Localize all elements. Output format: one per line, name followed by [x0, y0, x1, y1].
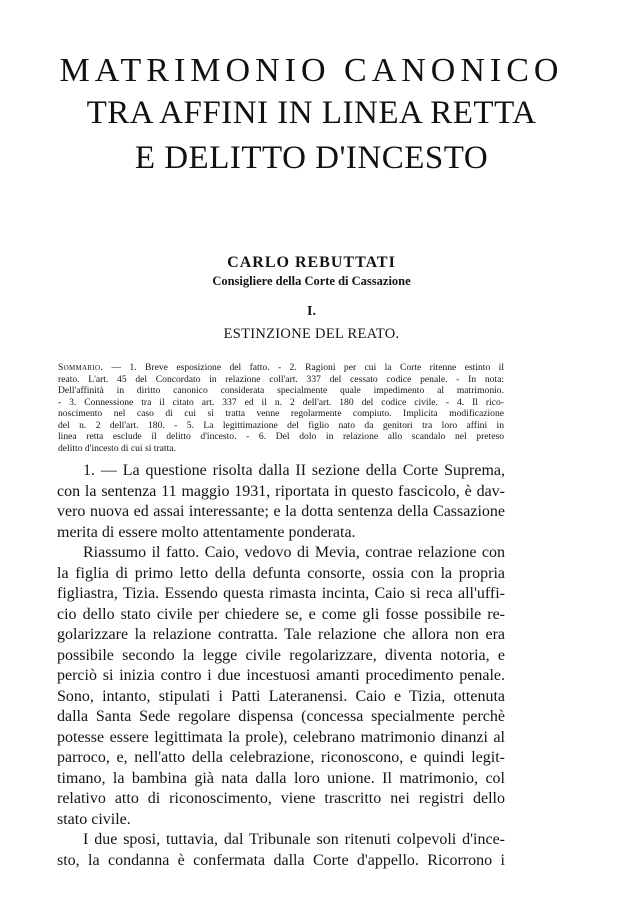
body-line: Sono, intanto, stipulati i Patti Lateranensi. Caio e Tizia, ottenuta — [57, 687, 505, 705]
title-line-2: TRA AFFINI IN LINEA RETTA — [86, 95, 537, 131]
body-line: 1. — La questione risolta dalla II sezione della Corte Suprema, — [83, 462, 505, 479]
body-line: sto, la condanna è confermata dalla Corte d'appello. Ricorrono i — [57, 851, 505, 869]
summary-line: Sommario. — 1. Breve esposizione del fatto. - 2. Ragioni per cui la Corte ritenne estinto il — [58, 362, 504, 373]
body-line: Riassumo il fatto. Caio, vedovo di Mevia, contrae relazione con — [83, 544, 505, 561]
body-line: figliastra, Tizia. Essendo questa rimasta incinta, Caio si reca all'uffi- — [57, 585, 505, 602]
summary-line: - 3. Connessione tra il citato art. 337 ed il n. 2 dell'art. 180 del codice civile. - 4. Il rico- — [58, 396, 504, 408]
body-line: con la sentenza 11 maggio 1931, riportata in questo fascicolo, è dav- — [57, 482, 505, 500]
body-line: possibile secondo la legge civile regolarizzare, diventa notoria, e — [57, 646, 505, 664]
summary-line: noscimento nel caso di cui si tratta venne regolarmente compiuto. Implicita modificazione — [58, 408, 504, 419]
body-text — [57, 461, 505, 871]
body-line: la figlia di primo letto della defunta consorte, ossia con la propria — [57, 564, 505, 582]
body-line: timano, la bambina già nata dalla loro unione. Il matrimonio, col — [57, 769, 505, 787]
author-affiliation: Consigliere della Corte di Cassazione — [212, 274, 411, 288]
body-line: golarizzare la relazione contratta. Tale relazione che allora non era — [57, 626, 505, 643]
body-line: I due sposi, tuttavia, dal Tribunale son ritenuti colpevoli d'ince- — [83, 831, 505, 848]
summary-line: del n. 2 dell'art. 180. - 5. La legittimazione del figlio nato da genitori tra loro affini in — [58, 419, 504, 431]
summary-line: Dell'affinità in diritto canonico considerata specialmente quale impedimento al matrimonio. — [58, 385, 504, 396]
body-line: perciò si inizia contro i due incestuosi amanti procedimento penale. — [57, 667, 505, 684]
body-line: parroco, e, nell'atto della celebrazione, riconoscono, e quindi legit- — [57, 749, 505, 766]
body-line: dalla Santa Sede regolare dispensa (concessa specialmente perchè — [57, 708, 505, 725]
body-line: stato civile. — [57, 810, 131, 828]
author-name: CARLO REBUTTATI — [227, 254, 396, 271]
summary-label: Sommario. — [58, 362, 104, 373]
body-line: cio dello stato civile per chiedere se, e come gli fosse possibile re- — [57, 605, 505, 623]
body-line: potesse essere legittimata la prole), celebrano matrimonio dinanzi al — [57, 728, 505, 746]
title-line-3: E DELITTO D'INCESTO — [134, 140, 489, 176]
summary-line: linea retta esclude il delitto d'incesto. - 6. Del dolo in relazione allo scandalo nel preteso — [58, 431, 504, 442]
title-line-1: MATRIMONIO CANONICO — [59, 52, 564, 89]
summary-line: reato. L'art. 45 del Concordato in relazione coll'art. 337 del cessato codice penale. - In nota: — [58, 373, 504, 385]
section-number: I. — [307, 304, 316, 319]
summary-block — [58, 362, 504, 454]
body-line: vero nuova ed assai interessante; e la dotta sentenza della Cassazione — [57, 503, 505, 520]
body-line: relativo atto di riconoscimento, viene trascritto nei registri dello — [57, 790, 505, 807]
section-title: ESTINZIONE DEL REATO. — [223, 326, 400, 342]
body-line: merita di essere molto attentamente ponderata. — [57, 523, 356, 541]
summary-line: delitto d'incesto di cui si tratta. — [58, 442, 176, 454]
